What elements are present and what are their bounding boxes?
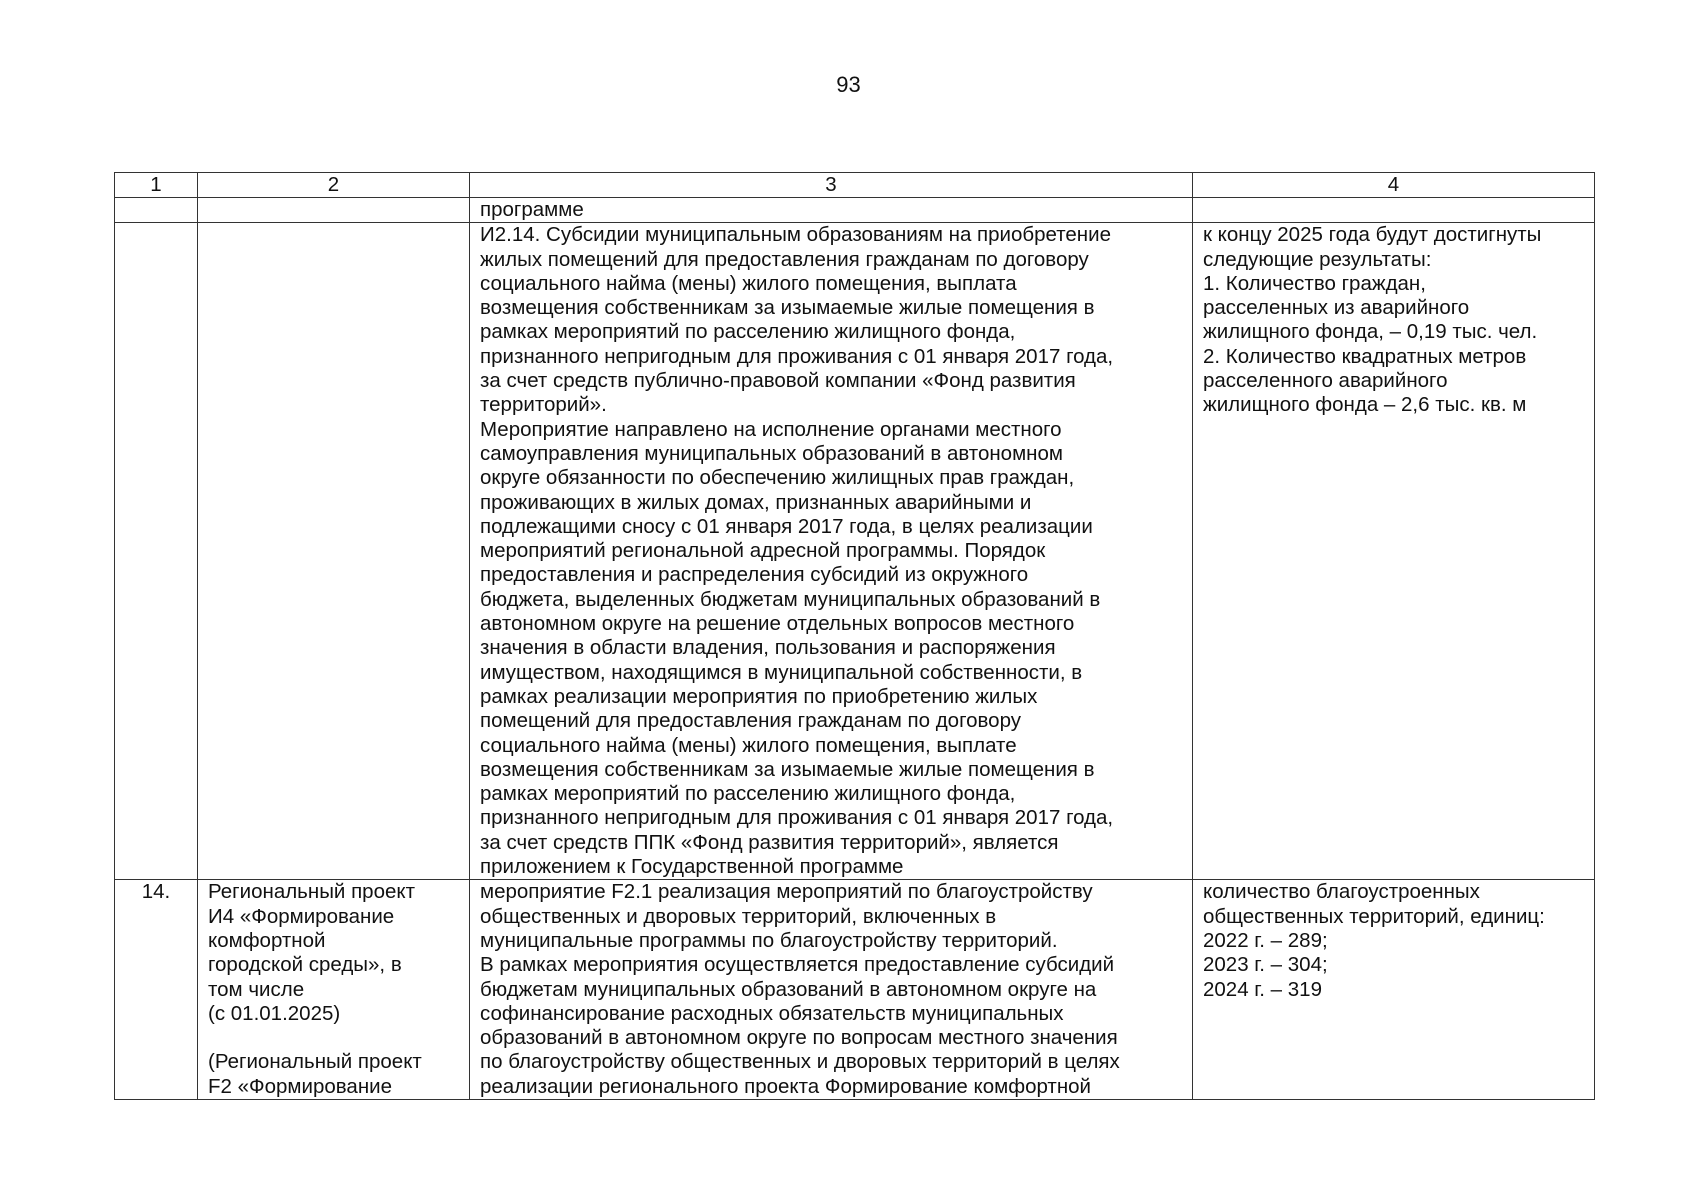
cell-line: расселенного аварийного [1203,369,1448,393]
cell-line: жилищного фонда, – 0,19 тыс. чел. [1203,320,1538,344]
cell-line: 1. Количество граждан, [1203,271,1426,295]
cell-line: городской среды», в [208,953,402,977]
cell-line: приложением к Государственной программе [480,855,904,879]
cell-line: по благоустройству общественных и дворовых территорий в целях [480,1050,1120,1074]
cell-line: рамках реализации мероприятия по приобретению жилых [480,684,1038,708]
description-cell [470,880,1193,1100]
cell-line: признанного непригодным для проживания с 01 января 2017 года, [480,806,1114,830]
cell-line: социального найма (мены) жилого помещения, выплате [480,733,1017,757]
document-table [114,172,1595,1100]
table-row [115,880,1595,1100]
cell-line: за счет средств ППК «Фонд развития территорий», является [480,830,1059,854]
table-header-row [115,173,1595,198]
cell-line: бюджета, выделенных бюджетам муниципальных образований в [480,587,1101,611]
cell-line: F2 «Формирование [208,1074,392,1098]
cell-line: округе обязанности по обеспечению жилищных прав граждан, [480,466,1075,490]
cell-line: В рамках мероприятия осуществляется предоставление субсидий [480,953,1115,977]
table-row [115,198,1595,223]
cell-line: возмещения собственникам за изымаемые жилые помещения в [480,757,1095,781]
cell-line: проживающих в жилых домах, признанных аварийными и [480,490,1032,514]
cell-line: И4 «Формирование [208,904,395,928]
cell-line: 2022 г. – 289; [1203,928,1328,952]
results-cell [1193,198,1595,223]
cell-line: количество благоустроенных [1203,880,1480,904]
cell-line: жилых помещений для предоставления гражданам по договору [480,247,1089,271]
results-cell [1193,223,1595,880]
cell-line: 2023 г. – 304; [1203,953,1328,977]
cell-line: образований в автономном округе по вопросам местного значения [480,1026,1118,1050]
row-number-cell: 14. [115,880,198,1100]
cell-line: том числе [208,977,305,1001]
cell-line: общественных и дворовых территорий, включенных в [480,904,997,928]
cell-line: И2.14. Субсидии муниципальным образованиям на приобретение [480,223,1111,247]
cell-line: подлежащими сносу с 01 января 2017 года, в целях реализации [480,514,1093,538]
cell-line: рамках мероприятий по расселению жилищного фонда, [480,320,1016,344]
row-number-cell [115,198,198,223]
cell-line: реализации регионального проекта Формирование комфортной [480,1074,1091,1098]
project-cell [198,880,470,1100]
results-cell [1193,880,1595,1100]
cell-line: софинансирование расходных обязательств муниципальных [480,1001,1064,1025]
cell-line: 2024 г. – 319 [1203,977,1322,1001]
cell-line: предоставления и распределения субсидий из окружного [480,563,1029,587]
cell-line: рамках мероприятий по расселению жилищного фонда, [480,782,1016,806]
cell-line [208,1026,459,1050]
cell-line: жилищного фонда – 2,6 тыс. кв. м [1203,393,1527,417]
cell-line: Региональный проект [208,880,415,904]
page-number: 93 [836,72,861,97]
cell-line: территорий». [480,393,607,417]
cell-line: имуществом, находящимся в муниципальной собственности, в [480,660,1083,684]
header-cell-4: 4 [1193,173,1595,198]
cell-line: признанного непригодным для проживания с 01 января 2017 года, [480,344,1114,368]
header-cell-1: 1 [115,173,198,198]
cell-line: к концу 2025 года будут достигнуты [1203,223,1542,247]
cell-line: расселенных из аварийного [1203,296,1470,320]
cell-line: следующие результаты: [1203,247,1432,271]
cell-line: значения в области владения, пользования и распоряжения [480,636,1056,660]
cell-line: мероприятие F2.1 реализация мероприятий по благоустройству [480,880,1093,904]
cell-line: (с 01.01.2025) [208,1001,341,1025]
cell-line: 2. Количество квадратных метров [1203,344,1527,368]
cell-line: (Региональный проект [208,1050,422,1074]
cell-line: социального найма (мены) жилого помещения, выплата [480,271,1017,295]
cell-line: муниципальные программы по благоустройству территорий. [480,928,1058,952]
description-cell [470,198,1193,223]
cell-line: Мероприятие направлено на исполнение органами местного [480,417,1062,441]
cell-line: комфортной [208,928,326,952]
cell-line: программе [480,198,584,221]
header-cell-2: 2 [198,173,470,198]
cell-line: самоуправления муниципальных образований в автономном [480,441,1063,465]
cell-line: за счет средств публично-правовой компании «Фонд развития [480,369,1076,393]
table-row [115,223,1595,880]
project-cell [198,198,470,223]
cell-line: общественных территорий, единиц: [1203,904,1545,928]
header-cell-3: 3 [470,173,1193,198]
cell-line: мероприятий региональной адресной программы. Порядок [480,539,1046,563]
description-cell [470,223,1193,880]
cell-line: бюджетам муниципальных образований в автономном округе на [480,977,1097,1001]
cell-line: помещений для предоставления гражданам по договору [480,709,1021,733]
row-number-cell [115,223,198,880]
project-cell [198,223,470,880]
cell-line: автономном округе на решение отдельных вопросов местного [480,612,1075,636]
cell-line: возмещения собственникам за изымаемые жилые помещения в [480,296,1095,320]
